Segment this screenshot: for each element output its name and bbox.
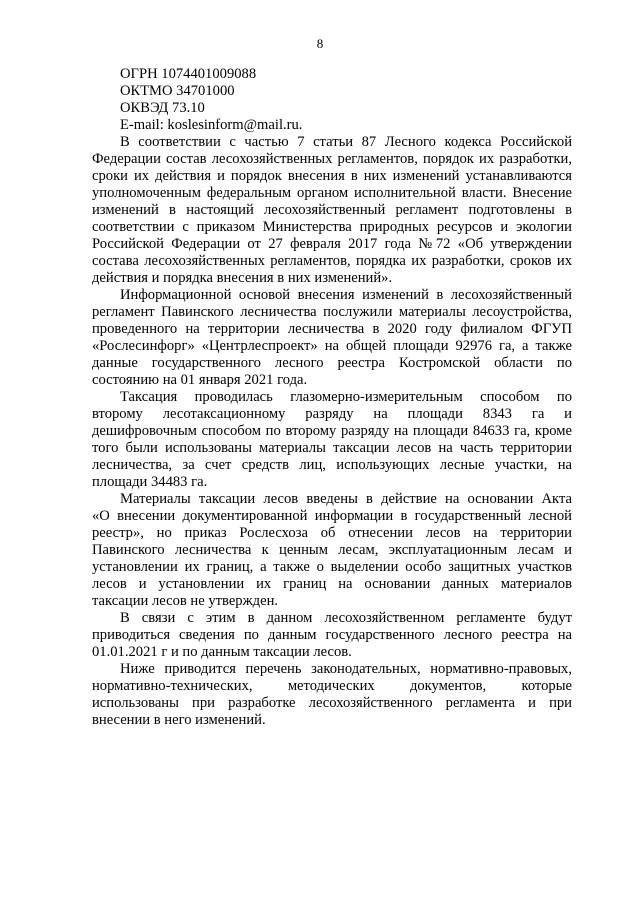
document-body [92, 66, 572, 729]
paragraph-document-list-intro [92, 661, 572, 729]
paragraph-line: данные государственного лесного реестра Костромской области по [92, 355, 572, 371]
paragraph-information-basis [92, 287, 572, 389]
paragraph-line: «О внесении документированной информации в государственный лесной [92, 508, 572, 524]
paragraph-line: регламент Павинского лесничества послужили материалы лесоустройства, [92, 304, 572, 320]
oktmo-line: ОКТМО 34701000 [120, 83, 235, 99]
paragraph-line: дешифровочным способом по второму разряду на площади 84633 га, кроме [92, 423, 572, 439]
paragraph-line: Российской Федерации от 27 февраля 2017 года №72 «Об утверждении [92, 236, 572, 252]
paragraph-line: Ниже приводится перечень законодательных, нормативно-правовых, [120, 661, 572, 677]
paragraph-taxation-materials [92, 491, 572, 610]
paragraph-legal-basis [92, 134, 572, 287]
email-line: E-mail: koslesinform@mail.ru. [120, 117, 303, 133]
paragraph-line: лесничества, за счет средств лиц, использующих лесные участки, на [92, 457, 572, 473]
paragraph-line: таксации лесов не утвержден. [92, 593, 279, 609]
paragraph-line: внесении в него изменений. [92, 712, 266, 728]
paragraph-data-sources [92, 610, 572, 661]
paragraph-line: В связи с этим в данном лесохозяйственном регламенте будут [120, 610, 572, 626]
paragraph-line: лесов и установлении их границ на основании данных материалов [92, 576, 572, 592]
paragraph-line: 01.01.2021 г и по данным таксации лесов. [92, 644, 352, 660]
paragraph-line: состоянию на 01 января 2021 года. [92, 372, 308, 388]
paragraph-line: Таксация проводилась глазомерно-измерительным способом по [120, 389, 572, 405]
okved-line: ОКВЭД 73.10 [120, 100, 205, 116]
requisites-block [92, 66, 572, 134]
paragraph-line: установлении их границ, а также о выделении особо защитных участков [92, 559, 572, 575]
paragraph-line: нормативно-технических, методических документов, которые [92, 678, 572, 694]
paragraph-line: Информационной основой внесения изменений в лесохозяйственный [120, 287, 572, 303]
paragraph-taxation [92, 389, 572, 491]
paragraph-line: Федерации состав лесохозяйственных регламентов, порядок их разработки, [92, 151, 572, 167]
paragraph-line: Материалы таксации лесов введены в действие на основании Акта [120, 491, 572, 507]
paragraph-line: Павинского лесничества к ценным лесам, эксплуатационным лесам и [92, 542, 572, 558]
ogrn-line: ОГРН 1074401009088 [120, 66, 257, 82]
paragraph-line: проведенного на территории лесничества в 2020 году филиалом ФГУП [92, 321, 572, 337]
paragraph-line: действия и порядка внесения в них изменений». [92, 270, 393, 286]
paragraph-line: использованы при разработке лесохозяйственного регламента и при [92, 695, 572, 711]
page-number: 8 [316, 36, 324, 51]
paragraph-line: «Рослесинфорг» «Центрлеспроект» на общей площади 92976 га, а также [92, 338, 572, 354]
paragraph-line: соответствии с приказом Министерства природных ресурсов и экологии [92, 219, 572, 235]
paragraph-line: уполномоченным федеральным органом исполнительной власти. Внесение [92, 185, 572, 201]
paragraph-line: реестр», но приказ Рослесхоза об отнесении лесов на территории [92, 525, 572, 541]
paragraph-line: второму лесотаксационному разряду на площади 8343 га и [92, 406, 572, 422]
paragraph-line: В соответствии с частью 7 статьи 87 Лесного кодекса Российской [120, 134, 572, 150]
paragraph-line: сроки их действия и порядок внесения в них изменений устанавливаются [92, 168, 572, 184]
paragraph-line: приводиться сведения по данным государственного лесного реестра на [92, 627, 572, 643]
paragraph-line: площади 34483 га. [92, 474, 208, 490]
paragraph-line: изменений в настоящий лесохозяйственный регламент подготовлены в [92, 202, 572, 218]
paragraph-line: того были использованы материалы таксации лесов на часть территории [92, 440, 572, 456]
paragraph-line: состава лесохозяйственных регламентов, порядка их разработки, сроков их [92, 253, 572, 269]
